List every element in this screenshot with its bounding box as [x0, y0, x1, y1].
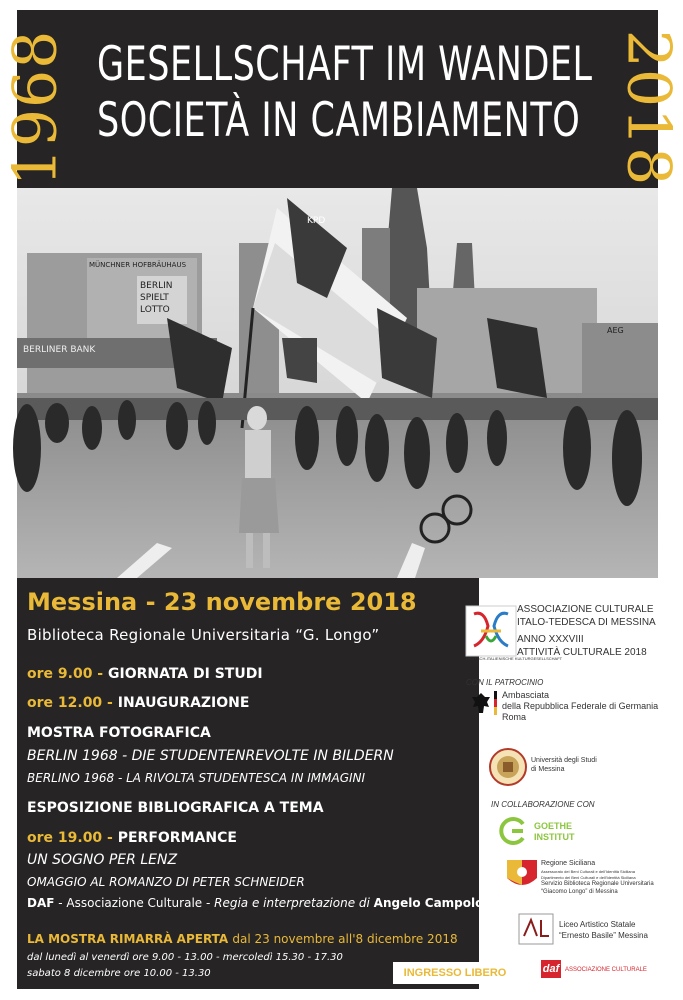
assoc-line-4: ATTIVITÀ CULTURALE 2018	[517, 647, 647, 658]
mostra-open-line	[27, 932, 458, 946]
sponsors-column	[466, 578, 671, 1000]
sign-aeg: AEG	[607, 326, 624, 335]
year-right: 2018	[613, 29, 683, 187]
performance-time: ore 19.00 -	[27, 830, 118, 846]
flag-stripe-black	[494, 691, 497, 699]
program-item-performance	[27, 830, 237, 846]
event-info-panel	[17, 578, 484, 989]
program-item-giornata	[27, 666, 263, 682]
daf-credit: Regia e interpretazione di	[214, 896, 374, 910]
sign-hofbraeuhaus: MÜNCHNER HOFBRÄUHAUS	[89, 261, 187, 269]
mostra-subtitle-it: BERLINO 1968 - LA RIVOLTA STUDENTESCA IN IMMAGINI	[27, 771, 366, 785]
regione-line-5: “Giacomo Longo” di Messina	[541, 889, 618, 895]
year-left: 1968	[0, 29, 71, 187]
regione-line-3: Dipartimento dei Beni Culturali e dell'Identità Siciliana	[541, 875, 636, 880]
assoc-line-1: ASSOCIAZIONE CULTURALE	[517, 604, 654, 615]
goethe-line-1: GOETHE	[534, 821, 573, 831]
opening-hours-weekdays: dal lunedì al venerdì ore 9.00 - 13.00 - mercoledì 15.30 - 17.30	[27, 952, 343, 963]
sign-lotto: LOTTO	[140, 305, 170, 315]
flag-stripe-red	[494, 699, 497, 707]
performance-title: PERFORMANCE	[117, 830, 237, 846]
esposizione-title: ESPOSIZIONE BIBLIOGRAFICA A TEMA	[27, 800, 324, 816]
ambasciata-line-2: della Repubblica Federale di Germania	[502, 701, 659, 711]
program-item-inaugurazione	[27, 695, 249, 711]
header-band	[0, 10, 683, 188]
daf-org: - Associazione Culturale -	[54, 896, 215, 910]
program-time: ore 12.00 -	[27, 695, 118, 711]
program-title: INAUGURAZIONE	[117, 695, 250, 711]
sign-berliner-bank: BERLINER BANK	[23, 345, 96, 355]
patrocinio-label: CON IL PATROCINIO	[466, 678, 544, 687]
performance-subtitle: OMAGGIO AL ROMANZO DI PETER SCHNEIDER	[27, 875, 305, 889]
regione-line-2: Assessorato dei Beni Culturali e dell'Identità Siciliana	[541, 869, 635, 874]
mostra-subtitle-de: BERLIN 1968 - DIE STUDENTENREVOLTE IN BILDERN	[27, 748, 394, 764]
daf-assoc-label: ASSOCIAZIONE CULTURALE	[565, 967, 647, 973]
daf-name: DAF	[27, 896, 55, 910]
title-italian: SOCIETÀ IN CAMBIAMENTO	[97, 94, 581, 148]
daf-director: Angelo Campolo	[373, 896, 484, 910]
assoc-line-2: ITALO-TEDESCA DI MESSINA	[517, 617, 656, 628]
event-date: Messina - 23 novembre 2018	[27, 588, 417, 616]
program-time: ore 9.00 -	[27, 666, 108, 682]
sign-kpd: KPD	[307, 216, 326, 226]
goethe-line-2: INSTITUT	[534, 832, 575, 842]
protest-photo	[17, 188, 658, 578]
liceo-line-1: Liceo Artistico Statale	[559, 920, 636, 929]
association-logo-text: DEUTSCH-ITALIENISCHE KULTURGESELLSCHAFT	[466, 656, 563, 661]
sign-berlin: BERLIN	[140, 281, 173, 291]
ambasciata-line-1: Ambasciata	[502, 690, 550, 700]
program-title: GIORNATA DI STUDI	[108, 666, 263, 682]
daf-credit-line	[27, 896, 483, 910]
mostra-title: MOSTRA FOTOGRAFICA	[27, 725, 211, 741]
german-eagle-icon	[471, 691, 491, 715]
sign-spielt: SPIELT	[140, 293, 169, 303]
collaborazione-label: IN COLLABORAZIONE CON	[491, 800, 595, 809]
daf-logo: daf	[541, 960, 561, 978]
title-german: GESELLSCHAFT IM WANDEL	[97, 38, 593, 92]
performance-name: UN SOGNO PER LENZ	[27, 852, 178, 868]
mostra-open-prefix: LA MOSTRA RIMARRÀ APERTA	[27, 932, 233, 946]
mostra-open-dates: dal 23 novembre all'8 dicembre 2018	[232, 932, 458, 946]
unime-line-2: di Messina	[531, 766, 565, 773]
event-venue: Biblioteca Regionale Universitaria “G. Longo”	[27, 626, 380, 644]
assoc-line-3: ANNO XXXVIII	[517, 634, 584, 645]
association-logo-icon	[466, 606, 516, 656]
opening-hours-saturday: sabato 8 dicembre ore 10.00 - 13.30	[27, 968, 211, 979]
goethe-institut-icon	[497, 816, 527, 846]
regione-line-1: Regione Siciliana	[541, 860, 596, 867]
flag-stripe-gold	[494, 707, 497, 715]
regione-siciliana-icon	[507, 860, 537, 892]
liceo-basile-icon	[519, 914, 553, 944]
ingresso-libero-badge: INGRESSO LIBERO	[393, 962, 517, 984]
unime-line-1: Università degli Studi	[531, 757, 597, 764]
liceo-line-2: “Ernesto Basile” Messina	[559, 931, 648, 940]
regione-line-4: Servizio Biblioteca Regionale Universitaria	[541, 881, 654, 887]
unime-seal-icon	[489, 748, 527, 786]
ambasciata-line-3: Roma	[502, 712, 527, 722]
protest-photo-icon	[17, 188, 658, 578]
